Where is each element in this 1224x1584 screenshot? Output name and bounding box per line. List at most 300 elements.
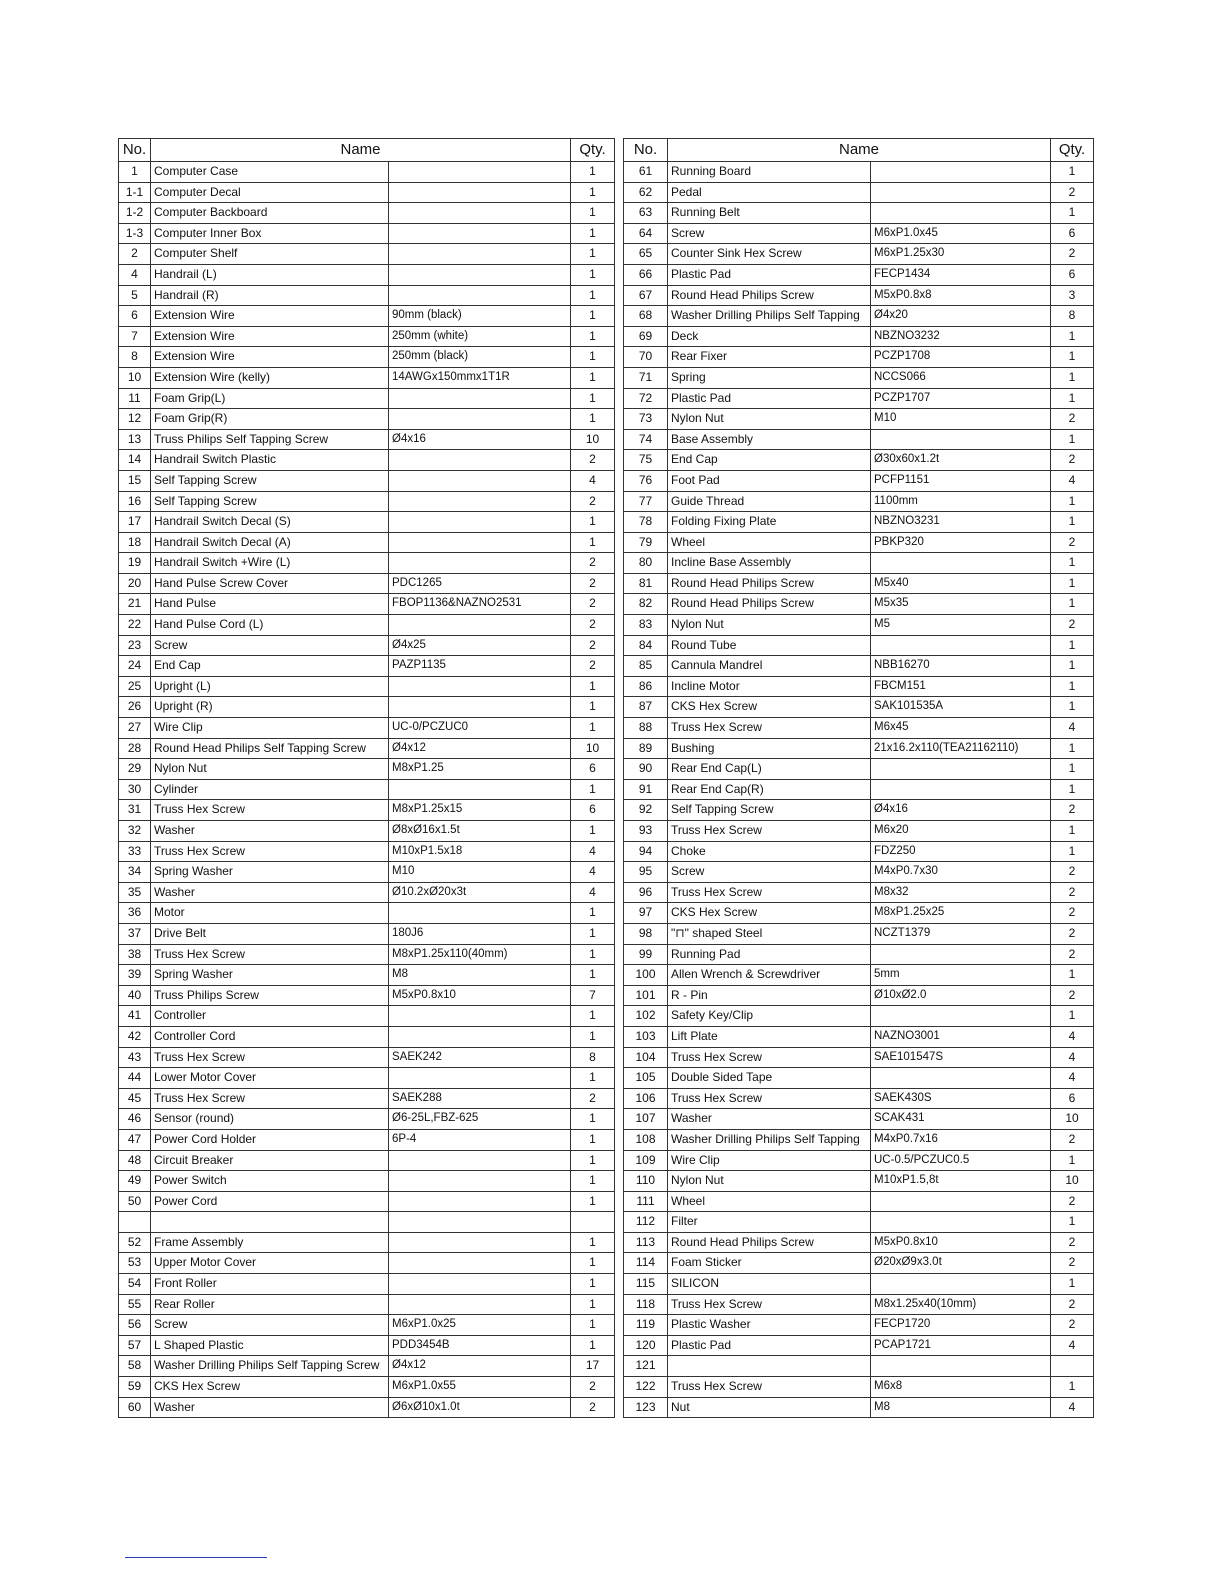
part-number: 75 (624, 450, 668, 471)
part-name: Double Sided Tape (668, 1068, 871, 1089)
part-qty: 2 (1051, 1315, 1094, 1336)
table-row (119, 635, 615, 656)
part-qty: 1 (571, 1026, 615, 1047)
part-qty: 1 (1051, 203, 1094, 224)
part-number: 103 (624, 1026, 668, 1047)
part-spec (389, 615, 571, 636)
part-name: Extension Wire (151, 306, 389, 327)
table-row (624, 944, 1094, 965)
part-qty: 1 (1051, 326, 1094, 347)
part-name: Running Belt (668, 203, 871, 224)
part-spec: Ø4x20 (871, 306, 1051, 327)
part-number: 85 (624, 656, 668, 677)
part-name: Round Head Philips Self Tapping Screw (151, 738, 389, 759)
part-qty: 2 (1051, 1129, 1094, 1150)
part-spec: Ø4x12 (389, 1356, 571, 1377)
footer-rule (125, 1557, 267, 1558)
part-qty: 1 (571, 676, 615, 697)
part-name: Guide Thread (668, 491, 871, 512)
part-number: 13 (119, 429, 151, 450)
part-spec: SCAK431 (871, 1109, 1051, 1130)
part-name: Nylon Nut (151, 759, 389, 780)
part-name: Upright (L) (151, 676, 389, 697)
part-qty: 6 (1051, 1088, 1094, 1109)
table-row (119, 182, 615, 203)
header-name: Name (151, 139, 571, 162)
part-number: 91 (624, 779, 668, 800)
part-spec: 90mm (black) (389, 306, 571, 327)
part-qty: 1 (571, 1150, 615, 1171)
part-name: Plastic Pad (668, 264, 871, 285)
part-qty: 6 (571, 759, 615, 780)
part-spec: M6xP1.0x45 (871, 223, 1051, 244)
part-spec: 6P-4 (389, 1129, 571, 1150)
part-number: 50 (119, 1191, 151, 1212)
header-name: Name (668, 139, 1051, 162)
table-row (119, 656, 615, 677)
part-name: Cannula Mandrel (668, 656, 871, 677)
part-number: 115 (624, 1274, 668, 1295)
table-row (624, 244, 1094, 265)
part-name: Nut (668, 1397, 871, 1418)
part-name: Handrail (L) (151, 264, 389, 285)
part-number: 87 (624, 697, 668, 718)
part-number: 35 (119, 882, 151, 903)
part-spec: SAEK288 (389, 1088, 571, 1109)
part-qty: 8 (571, 1047, 615, 1068)
part-number: 122 (624, 1377, 668, 1398)
part-number: 29 (119, 759, 151, 780)
part-name: Sensor (round) (151, 1109, 389, 1130)
part-number: 112 (624, 1212, 668, 1233)
part-number: 114 (624, 1253, 668, 1274)
part-qty: 1 (571, 1129, 615, 1150)
part-qty: 1 (1051, 553, 1094, 574)
table-row (624, 841, 1094, 862)
parts-table-right (623, 138, 1094, 1418)
part-name: Screw (151, 635, 389, 656)
part-name: Hand Pulse (151, 594, 389, 615)
part-name: End Cap (668, 450, 871, 471)
part-qty: 1 (571, 1294, 615, 1315)
part-name: Handrail Switch Plastic (151, 450, 389, 471)
part-number: 89 (624, 738, 668, 759)
part-number: 15 (119, 470, 151, 491)
part-qty: 1 (1051, 1150, 1094, 1171)
part-number: 101 (624, 985, 668, 1006)
part-qty: 2 (1051, 1232, 1094, 1253)
part-spec (871, 1191, 1051, 1212)
table-row (624, 759, 1094, 780)
part-number: 42 (119, 1026, 151, 1047)
part-name: Round Head Philips Screw (668, 1232, 871, 1253)
part-spec (389, 1026, 571, 1047)
part-name: Extension Wire (151, 326, 389, 347)
table-row (624, 676, 1094, 697)
part-number: 43 (119, 1047, 151, 1068)
header-no: No. (119, 139, 151, 162)
part-name: Allen Wrench & Screwdriver (668, 965, 871, 986)
part-spec (389, 1191, 571, 1212)
part-name: Computer Backboard (151, 203, 389, 224)
part-qty: 1 (571, 718, 615, 739)
part-number: 26 (119, 697, 151, 718)
part-number: 121 (624, 1356, 668, 1377)
part-spec: M4xP0.7x16 (871, 1129, 1051, 1150)
part-name: Foot Pad (668, 470, 871, 491)
part-qty: 1 (571, 1109, 615, 1130)
table-row (119, 285, 615, 306)
part-number: 62 (624, 182, 668, 203)
part-qty: 1 (571, 203, 615, 224)
table-row (624, 821, 1094, 842)
table-row (624, 532, 1094, 553)
table-row (119, 450, 615, 471)
part-qty: 2 (571, 450, 615, 471)
table-row (119, 244, 615, 265)
table-row (119, 821, 615, 842)
part-spec: PDC1265 (389, 573, 571, 594)
part-spec (871, 429, 1051, 450)
part-name: Hand Pulse Screw Cover (151, 573, 389, 594)
part-number: 72 (624, 388, 668, 409)
part-qty: 2 (1051, 409, 1094, 430)
part-spec (389, 409, 571, 430)
table-row (624, 1026, 1094, 1047)
part-spec: Ø30x60x1.2t (871, 450, 1051, 471)
part-qty (1051, 1356, 1094, 1377)
part-number: 1 (119, 162, 151, 183)
table-row (624, 635, 1094, 656)
part-name: Washer Drilling Philips Self Tapping (668, 306, 871, 327)
part-spec: PCFP1151 (871, 470, 1051, 491)
part-qty: 1 (571, 1006, 615, 1027)
part-spec: M5x40 (871, 573, 1051, 594)
part-number: 66 (624, 264, 668, 285)
table-row (624, 1047, 1094, 1068)
table-row (119, 697, 615, 718)
part-name: Truss Hex Screw (668, 1294, 871, 1315)
part-number: 79 (624, 532, 668, 553)
part-name: Incline Motor (668, 676, 871, 697)
part-number: 86 (624, 676, 668, 697)
table-row (624, 1212, 1094, 1233)
table-row (119, 429, 615, 450)
part-number: 19 (119, 553, 151, 574)
part-qty: 10 (1051, 1171, 1094, 1192)
part-spec: PAZP1135 (389, 656, 571, 677)
part-number: 65 (624, 244, 668, 265)
part-number: 16 (119, 491, 151, 512)
table-row (119, 553, 615, 574)
part-qty: 2 (571, 1088, 615, 1109)
part-number: 102 (624, 1006, 668, 1027)
part-qty: 1 (1051, 429, 1094, 450)
table-row (624, 306, 1094, 327)
part-number: 32 (119, 821, 151, 842)
part-spec: M5xP0.8x10 (389, 985, 571, 1006)
part-qty: 1 (1051, 656, 1094, 677)
table-row (624, 1129, 1094, 1150)
table-row (119, 615, 615, 636)
part-qty: 2 (1051, 615, 1094, 636)
part-number: 73 (624, 409, 668, 430)
part-name (668, 1356, 871, 1377)
part-spec (389, 1232, 571, 1253)
part-name: End Cap (151, 656, 389, 677)
table-row (119, 1253, 615, 1274)
part-name: Plastic Pad (668, 1335, 871, 1356)
part-number: 63 (624, 203, 668, 224)
part-spec (871, 203, 1051, 224)
part-name: Bushing (668, 738, 871, 759)
part-spec: PCAP1721 (871, 1335, 1051, 1356)
part-name: Deck (668, 326, 871, 347)
table-row (624, 326, 1094, 347)
part-qty: 4 (1051, 1026, 1094, 1047)
part-number: 33 (119, 841, 151, 862)
part-number: 28 (119, 738, 151, 759)
part-spec (871, 759, 1051, 780)
part-name: Folding Fixing Plate (668, 512, 871, 533)
part-name: Nylon Nut (668, 409, 871, 430)
part-number: 1-2 (119, 203, 151, 224)
part-name: Lower Motor Cover (151, 1068, 389, 1089)
table-row (624, 264, 1094, 285)
part-qty: 1 (571, 1171, 615, 1192)
part-spec: Ø6-25L,FBZ-625 (389, 1109, 571, 1130)
part-name: Upper Motor Cover (151, 1253, 389, 1274)
part-spec: 180J6 (389, 923, 571, 944)
part-qty: 1 (571, 1191, 615, 1212)
part-name: Filter (668, 1212, 871, 1233)
part-qty: 2 (571, 1397, 615, 1418)
part-name: Power Switch (151, 1171, 389, 1192)
table-row (119, 1006, 615, 1027)
part-qty: 1 (571, 821, 615, 842)
table-row (119, 841, 615, 862)
table-row (119, 470, 615, 491)
part-number: 111 (624, 1191, 668, 1212)
table-row (624, 162, 1094, 183)
part-spec: NBZNO3231 (871, 512, 1051, 533)
part-spec (389, 223, 571, 244)
table-row (624, 738, 1094, 759)
part-spec: 14AWGx150mmx1T1R (389, 367, 571, 388)
table-row (119, 985, 615, 1006)
table-row (119, 1315, 615, 1336)
part-spec: M4xP0.7x30 (871, 862, 1051, 883)
part-number: 47 (119, 1129, 151, 1150)
table-row (624, 223, 1094, 244)
part-number: 84 (624, 635, 668, 656)
part-spec (389, 1006, 571, 1027)
table-row (119, 306, 615, 327)
part-name: Wheel (668, 532, 871, 553)
part-name: Truss Philips Screw (151, 985, 389, 1006)
part-name: Upright (R) (151, 697, 389, 718)
part-spec: M5xP0.8x10 (871, 1232, 1051, 1253)
part-number: 56 (119, 1315, 151, 1336)
part-qty: 10 (571, 429, 615, 450)
part-number: 88 (624, 718, 668, 739)
part-number: 69 (624, 326, 668, 347)
part-qty: 1 (571, 512, 615, 533)
table-row (624, 1356, 1094, 1377)
part-spec (871, 553, 1051, 574)
part-spec (389, 285, 571, 306)
table-row (624, 1088, 1094, 1109)
table-row (119, 1335, 615, 1356)
table-row (119, 1068, 615, 1089)
part-spec (871, 779, 1051, 800)
part-number: 58 (119, 1356, 151, 1377)
part-number: 1-3 (119, 223, 151, 244)
header-qty: Qty. (1051, 139, 1094, 162)
part-qty: 2 (571, 594, 615, 615)
part-spec: SAE101547S (871, 1047, 1051, 1068)
table-row (119, 1129, 615, 1150)
part-name: Hand Pulse Cord (L) (151, 615, 389, 636)
table-row (119, 718, 615, 739)
part-number: 17 (119, 512, 151, 533)
part-qty: 1 (571, 944, 615, 965)
part-name: Cylinder (151, 779, 389, 800)
table-row (624, 800, 1094, 821)
part-name: Handrail Switch Decal (A) (151, 532, 389, 553)
part-qty: 1 (571, 223, 615, 244)
table-row (119, 800, 615, 821)
part-number: 119 (624, 1315, 668, 1336)
part-name: Truss Hex Screw (668, 1047, 871, 1068)
part-spec: M10 (389, 862, 571, 883)
part-spec (389, 553, 571, 574)
part-number: 46 (119, 1109, 151, 1130)
part-qty: 2 (571, 656, 615, 677)
part-qty: 1 (571, 1274, 615, 1295)
part-number: 90 (624, 759, 668, 780)
part-name: Truss Hex Screw (151, 841, 389, 862)
part-qty: 1 (1051, 162, 1094, 183)
part-qty: 1 (571, 965, 615, 986)
part-spec (389, 388, 571, 409)
part-number: 27 (119, 718, 151, 739)
part-spec: M6xP1.0x25 (389, 1315, 571, 1336)
part-spec (389, 264, 571, 285)
part-spec: FBOP1136&NAZNO2531 (389, 594, 571, 615)
part-name: Screw (668, 862, 871, 883)
part-number: 40 (119, 985, 151, 1006)
part-number: 30 (119, 779, 151, 800)
part-name: Round Head Philips Screw (668, 285, 871, 306)
table-row (624, 347, 1094, 368)
part-qty: 1 (571, 244, 615, 265)
part-spec: FECP1434 (871, 264, 1051, 285)
part-name: Self Tapping Screw (151, 470, 389, 491)
part-qty: 2 (1051, 862, 1094, 883)
part-name: Screw (668, 223, 871, 244)
part-name: Truss Hex Screw (151, 800, 389, 821)
part-number: 21 (119, 594, 151, 615)
table-row (119, 1047, 615, 1068)
part-number: 44 (119, 1068, 151, 1089)
table-row (624, 553, 1094, 574)
part-qty: 1 (571, 532, 615, 553)
part-name: Rear Fixer (668, 347, 871, 368)
part-qty: 7 (571, 985, 615, 1006)
part-number: 98 (624, 923, 668, 944)
part-qty: 1 (1051, 1006, 1094, 1027)
part-name: Round Head Philips Screw (668, 573, 871, 594)
table-row (119, 203, 615, 224)
table-row (119, 779, 615, 800)
part-name: Pedal (668, 182, 871, 203)
part-name: Truss Hex Screw (668, 1088, 871, 1109)
part-name: Truss Hex Screw (668, 821, 871, 842)
part-name: "⊓" shaped Steel (668, 923, 871, 944)
part-number: 49 (119, 1171, 151, 1192)
part-qty: 2 (1051, 800, 1094, 821)
table-row (624, 470, 1094, 491)
part-spec: M5 (871, 615, 1051, 636)
part-spec (389, 1274, 571, 1295)
part-spec: Ø4x12 (389, 738, 571, 759)
part-spec: 5mm (871, 965, 1051, 986)
table-row (119, 573, 615, 594)
part-qty: 1 (1051, 491, 1094, 512)
part-name: Lift Plate (668, 1026, 871, 1047)
part-spec: 250mm (white) (389, 326, 571, 347)
part-spec: 21x16.2x110(TEA21162110) (871, 738, 1051, 759)
part-number: 60 (119, 1397, 151, 1418)
part-number: 120 (624, 1335, 668, 1356)
table-row (119, 1109, 615, 1130)
table-row (624, 862, 1094, 883)
part-name: Base Assembly (668, 429, 871, 450)
part-qty: 1 (1051, 738, 1094, 759)
part-qty: 2 (1051, 532, 1094, 553)
part-number: 95 (624, 862, 668, 883)
part-spec: M8 (871, 1397, 1051, 1418)
part-number: 74 (624, 429, 668, 450)
table-row (624, 285, 1094, 306)
part-name: Washer (151, 882, 389, 903)
part-name: Screw (151, 1315, 389, 1336)
part-spec: SAEK430S (871, 1088, 1051, 1109)
part-number: 6 (119, 306, 151, 327)
part-spec: M5x35 (871, 594, 1051, 615)
part-qty: 1 (1051, 697, 1094, 718)
table-row (624, 1335, 1094, 1356)
table-row (624, 429, 1094, 450)
part-name: Safety Key/Clip (668, 1006, 871, 1027)
part-qty: 1 (571, 326, 615, 347)
part-spec: PCZP1707 (871, 388, 1051, 409)
table-row (624, 985, 1094, 1006)
table-row (119, 1274, 615, 1295)
part-spec: FECP1720 (871, 1315, 1051, 1336)
table-row (119, 965, 615, 986)
part-name (151, 1212, 389, 1233)
part-number: 18 (119, 532, 151, 553)
part-name: Running Pad (668, 944, 871, 965)
part-spec: Ø8xØ16x1.5t (389, 821, 571, 842)
part-name: Self Tapping Screw (151, 491, 389, 512)
part-qty: 2 (1051, 1294, 1094, 1315)
part-name: Truss Hex Screw (668, 718, 871, 739)
part-name: Extension Wire (151, 347, 389, 368)
part-spec: M5xP0.8x8 (871, 285, 1051, 306)
